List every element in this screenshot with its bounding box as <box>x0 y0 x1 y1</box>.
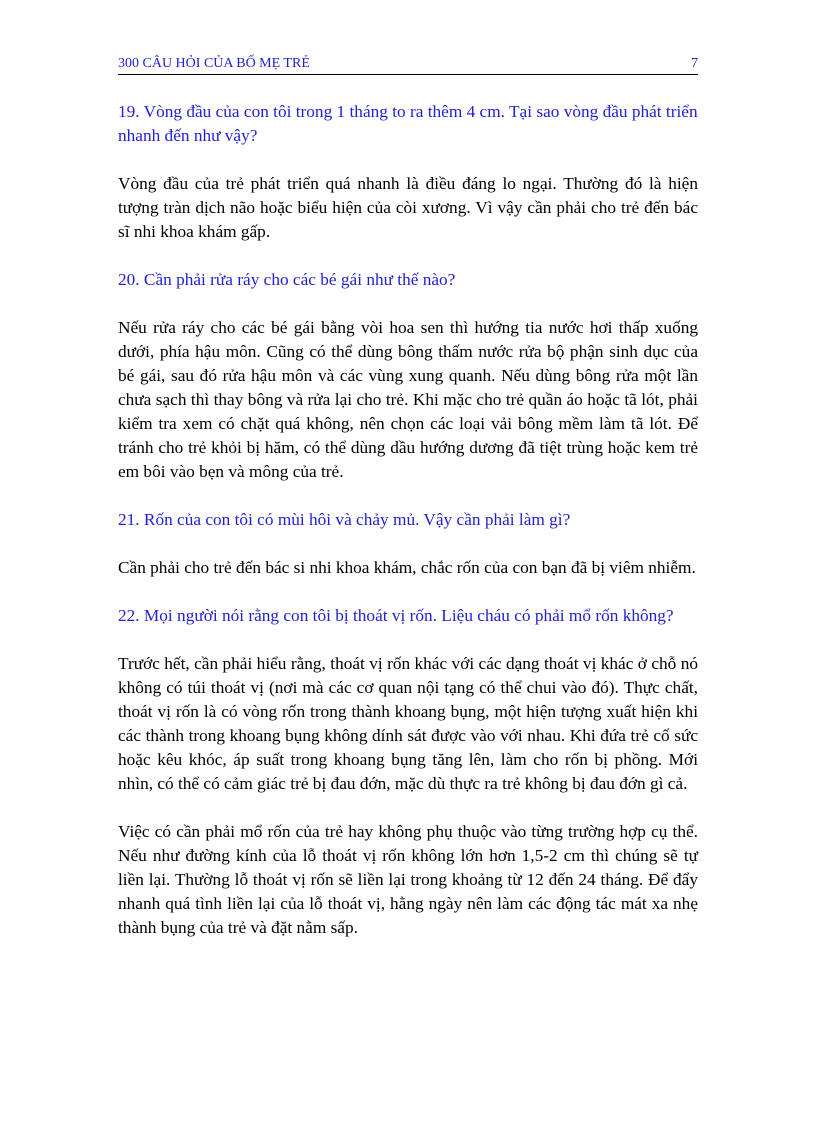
answer-20: Nếu rửa ráy cho các bé gái bằng vòi hoa sen thì hướng tia nước hơi thấp xuống dưới, phía hậu môn. Cũng có thể dùng bông thấm nước rửa bộ phận sinh dục của bé gái, sau đó rửa hậu môn và các vùng xung quanh. Nếu dùng bông rửa một lần chưa sạch thì thay bông và rửa lại cho trẻ. Khi mặc cho trẻ quần áo hoặc tã lót, phải kiểm tra xem có chặt quá không, nên chọn các loại vải bông mềm làm tã lót. Để tránh cho trẻ khỏi bị hăm, có thể dùng dầu hướng dương đã tiệt trùng hoặc kem trẻ em bôi vào bẹn và mông của trẻ. <box>118 318 698 481</box>
book-title: 300 CÂU HỎI CỦA BỐ MẸ TRẺ <box>118 56 310 71</box>
question-22: 22. Mọi người nói rằng con tôi bị thoát vị rốn. Liệu cháu có phải mổ rốn không? <box>118 606 674 625</box>
page-number: 7 <box>691 56 698 71</box>
body-content <box>118 100 698 964</box>
question-19: 19. Vòng đầu của con tôi trong 1 tháng to ra thêm 4 cm. Tại sao vòng đầu phát triển nhanh đến như vậy? <box>118 102 698 145</box>
running-header <box>118 52 698 75</box>
question-21: 21. Rốn của con tôi có mùi hôi và chảy mủ. Vậy cần phải làm gì? <box>118 510 571 529</box>
answer-19: Vòng đầu của trẻ phát triển quá nhanh là điều đáng lo ngại. Thường đó là hiện tượng tràn dịch não hoặc biểu hiện của còi xương. Vì vậy cần phải cho trẻ đến bác sĩ nhi khoa khám gấp. <box>118 174 698 241</box>
answer-22-part-1: Trước hết, cần phải hiểu rằng, thoát vị rốn khác với các dạng thoát vị khác ở chỗ nó không có túi thoát vị (nơi mà các cơ quan nội tạng có thể chui vào đó). Thực chất, thoát vị rốn là có vòng rốn trong thành khoang bụng, một hiện tượng xuất hiện khi các thành trong khoang bụng không dính sát được vào với nhau. Khi đứa trẻ cố sức hoặc kêu khóc, áp suất trong khoang bụng tăng lên, làm cho rốn bị phồng. Mới nhìn, có thể có cảm giác trẻ bị đau đớn, mặc dù thực ra trẻ không bị đau đớn gì cả. <box>118 654 698 793</box>
answer-21: Cần phải cho trẻ đến bác si nhi khoa khám, chắc rốn của con bạn đã bị viêm nhiễm. <box>118 558 696 577</box>
question-20: 20. Cần phải rửa ráy cho các bé gái như thế nào? <box>118 270 456 289</box>
answer-22-part-2: Việc có cần phải mổ rốn của trẻ hay không phụ thuộc vào từng trường hợp cụ thể. Nếu như đường kính của lỗ thoát vị rốn không lớn hơn 1,5-2 cm thì chúng sẽ tự liền lại. Thường lỗ thoát vị rốn sẽ liền lại trong khoảng từ 12 đến 24 tháng. Để đẩy nhanh quá tình liền lại của lỗ thoát vị, hằng ngày nên làm các động tác mát xa nhẹ thành bụng của trẻ và đặt nằm sấp. <box>118 822 698 937</box>
